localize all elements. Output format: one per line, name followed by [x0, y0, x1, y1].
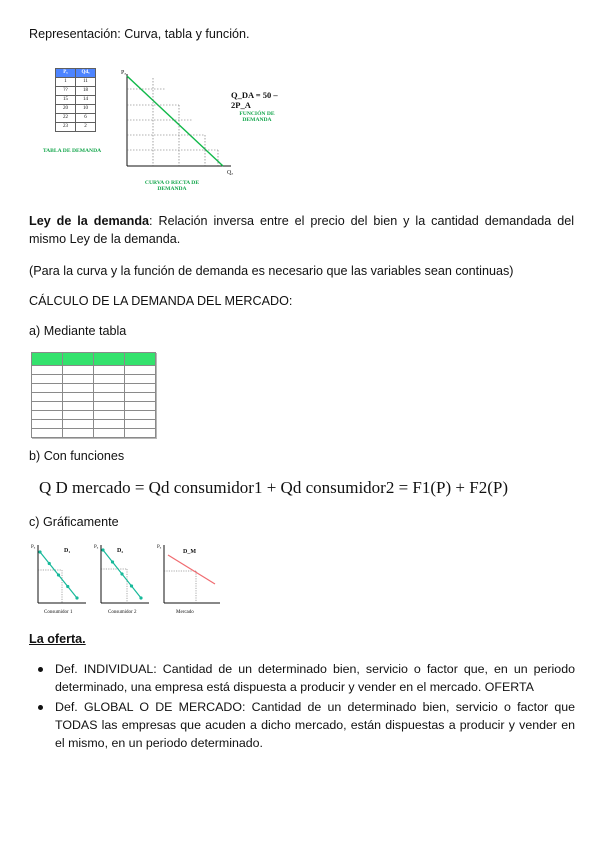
supply-definition-item [29, 698, 575, 752]
consumer-1-demand-point [48, 562, 51, 565]
market-table-cell [32, 384, 63, 393]
market-table-header [94, 353, 125, 366]
market-table-cell [32, 411, 63, 420]
market-table-cell [125, 375, 156, 384]
market-title: D_M [183, 549, 196, 555]
consumer-1-demand-point [38, 550, 41, 553]
demand-curve-caption: CURVA O RECTA DE DEMANDA [144, 180, 200, 192]
consumer-1-chart [31, 545, 86, 615]
demand-table-cell: ?? [56, 87, 76, 96]
market-table-cell [32, 393, 63, 402]
demand-curve-y-label: Pₓ [121, 70, 127, 76]
demand-law-text: : Relación inversa entre el precio del bien y la cantidad demandada del mismo Ley de la demanda. [29, 214, 575, 246]
market-table-cell [94, 402, 125, 411]
demand-table-cell: 14 [76, 96, 96, 105]
demand-table-cell: 6 [76, 114, 96, 123]
demand-table-header-price: Pₓ [56, 69, 76, 78]
market-table-cell [63, 420, 94, 429]
consumer-1-y-label: Pₓ [31, 545, 36, 550]
market-table-cell [32, 402, 63, 411]
market-table-header [63, 353, 94, 366]
market-table-cell [125, 411, 156, 420]
market-table-cell [94, 411, 125, 420]
market-table-cell [63, 402, 94, 411]
market-demand-line [168, 555, 215, 584]
market-demand-formula: Q D mercado = Qd consumidor1 + Qd consumidor2 = F1(P) + F2(P) [39, 478, 508, 497]
demand-function-formula: Q_DA = 50 – 2P_A [231, 90, 278, 110]
market-table-cell [125, 402, 156, 411]
consumer-1-demand-point [75, 596, 78, 599]
consumer-1-demand-point [66, 585, 69, 588]
market-table-cell [32, 366, 63, 375]
market-chart [157, 545, 220, 615]
continuity-note: (Para la curva y la función de demanda es necesario que las variables sean continuas) [29, 264, 514, 278]
representation-title: Representación: Curva, tabla y función. [29, 27, 250, 41]
consumer-1-title: D₁ [64, 548, 71, 554]
demand-table-cell: 23 [56, 123, 76, 132]
market-table-cell [94, 420, 125, 429]
market-table-header [32, 353, 63, 366]
market-table-cell [94, 375, 125, 384]
market-table-cell [32, 420, 63, 429]
market-charts-group [30, 540, 234, 616]
bullet-icon [38, 705, 43, 710]
demand-table-header-quantity: Qdₓ [76, 69, 96, 78]
market-table-cell [125, 420, 156, 429]
demand-table [55, 68, 96, 132]
consumer-2-chart [94, 545, 149, 615]
market-table-cell [63, 366, 94, 375]
demand-table-label: TABLA DE DEMANDA [42, 148, 102, 154]
demand-table-cell: 20 [56, 105, 76, 114]
consumer-2-demand-point [120, 572, 123, 575]
demand-table-cell: 18 [76, 87, 96, 96]
market-demand-heading: CÁLCULO DE LA DEMANDA DEL MERCADO: [29, 294, 293, 308]
demand-table-cell: 22 [56, 114, 76, 123]
supply-definition-text: Def. GLOBAL O DE MERCADO: Cantidad de un determinado bien, servicio o factor que TODAS las empresas que acuden a dicho mercado, están dispuestas a producir y vender en el mismo, en un periodo determinado. [55, 700, 575, 750]
market-table-cell [32, 375, 63, 384]
market-table-cell [125, 366, 156, 375]
consumer-2-demand-point [111, 560, 114, 563]
supply-definitions-list [29, 660, 575, 754]
demand-law-paragraph [29, 212, 574, 248]
supply-definition-item [29, 660, 575, 696]
market-table-header [125, 353, 156, 366]
market-table-cell [63, 393, 94, 402]
consumer-1-demand-point [57, 573, 60, 576]
market-table-cell [125, 384, 156, 393]
market-table-cell [63, 429, 94, 438]
market-table-cell [94, 384, 125, 393]
consumer-2-title: D₂ [117, 548, 124, 554]
market-demand-table [31, 352, 156, 438]
market-table-cell [94, 366, 125, 375]
market-y-label: Pₓ [157, 545, 162, 550]
method-c-label: c) Gráficamente [29, 515, 119, 529]
demand-table-cell: 2 [76, 123, 96, 132]
consumer-2-demand-point [130, 584, 133, 587]
market-table-cell [94, 429, 125, 438]
method-a-label: a) Mediante tabla [29, 324, 127, 338]
consumer-2-caption: Consumidor 2 [108, 610, 137, 615]
market-table-cell [32, 429, 63, 438]
consumer-2-demand-point [101, 548, 104, 551]
method-b-label: b) Con funciones [29, 449, 125, 463]
market-table-cell [63, 411, 94, 420]
demand-table-cell: 15 [56, 96, 76, 105]
market-table-cell [63, 384, 94, 393]
representation-figure [38, 62, 282, 202]
demand-table-cell: 10 [76, 105, 96, 114]
market-table-cell [125, 429, 156, 438]
consumer-2-demand-point [139, 596, 142, 599]
demand-curve-chart [113, 62, 237, 180]
demand-law-label: Ley de la demanda [29, 214, 150, 228]
market-caption: Mercado [176, 610, 194, 615]
demand-curve-line [127, 76, 223, 166]
demand-table-cell: 11 [76, 78, 96, 87]
demand-table-cell: 1 [56, 78, 76, 87]
demand-function-label: FUNCIÓN DE DEMANDA [239, 111, 275, 123]
demand-curve-x-label: Qₓ [227, 170, 234, 176]
supply-heading: La oferta. [29, 632, 86, 646]
bullet-icon [38, 667, 43, 672]
consumer-2-y-label: Pₓ [94, 545, 99, 550]
market-table-cell [94, 393, 125, 402]
consumer-1-caption: Consumidor 1 [44, 610, 73, 615]
market-table-cell [63, 375, 94, 384]
market-table-cell [125, 393, 156, 402]
supply-definition-text: Def. INDIVIDUAL: Cantidad de un determinado bien, servicio o factor que, en un periodo determinado, una empresa está dispuesta a producir y vender en el mercado. OFERTA [55, 662, 575, 694]
